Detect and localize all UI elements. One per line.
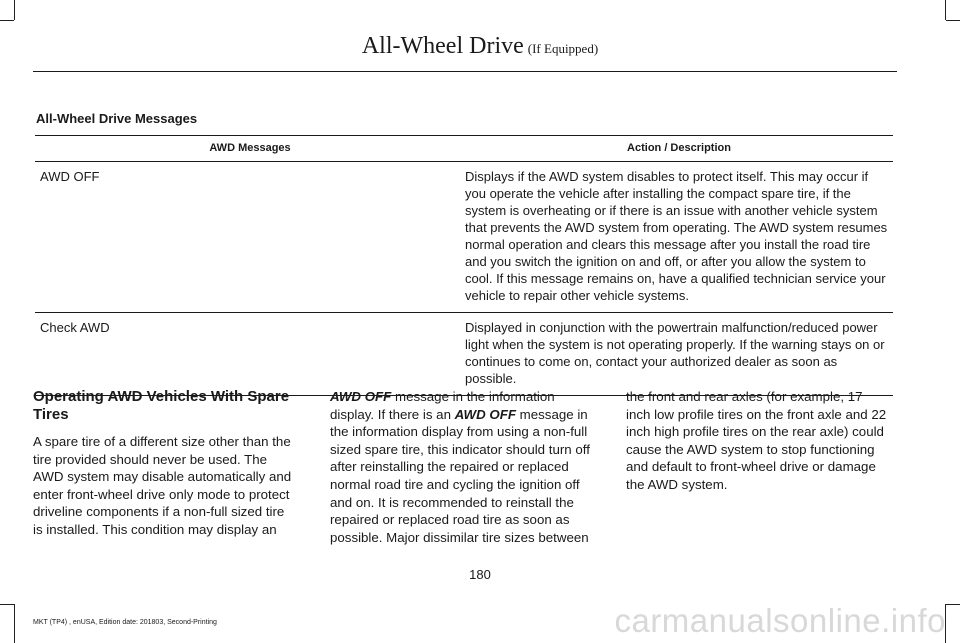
awd-off-term: AWD OFF xyxy=(330,389,392,404)
column-header-messages: AWD Messages xyxy=(35,136,465,162)
body-text: message in the information display. If there is an xyxy=(330,389,555,422)
page-subtitle: (If Equipped) xyxy=(527,41,599,56)
page-number: 180 xyxy=(469,567,491,582)
crop-mark-bottom-left-vertical xyxy=(14,604,15,643)
crop-mark-top-left-horizontal xyxy=(0,20,14,21)
page-title: All-Wheel Drive xyxy=(361,33,524,59)
description-cell: Displays if the AWD system disables to protect itself. This may occur if you operate the vehicle after installing the compact spare tire, if the system is overheating or if there is an issue with another vehicle system that prevents the AWD system from operating. The AWD system resumes normal operation and clears this message after you install the road tire and you switch the ignition on and off, or after you allow the system to cool. If this message remains on, have a qualified technician service your vehicle to repair other vehicle systems. xyxy=(465,162,893,313)
crop-mark-bottom-right-horizontal xyxy=(946,604,960,605)
table-header-row xyxy=(35,136,893,162)
body-column-1 xyxy=(33,388,294,539)
table-row xyxy=(35,313,893,396)
message-cell: Check AWD xyxy=(35,313,465,396)
section-title: All-Wheel Drive Messages xyxy=(36,111,198,126)
crop-mark-top-right-vertical xyxy=(945,0,946,20)
watermark: carmanualsonline.info xyxy=(614,602,946,639)
description-cell: Displayed in conjunction with the powertrain malfunction/reduced power light when the system is not operating properly. If the warning stays on or continues to come on, contact your authorized dealer as soon as possible. xyxy=(465,313,893,396)
subsection-heading: Operating AWD Vehicles With Spare Tires xyxy=(33,388,290,423)
column-header-description: Action / Description xyxy=(465,136,893,162)
awd-messages-table xyxy=(35,135,893,396)
awd-off-term: AWD OFF xyxy=(454,406,516,422)
message-cell: AWD OFF xyxy=(35,162,465,313)
body-text: message in the information display from using a non-full sized spare tire, this indicator should turn off after reinstalling the repaired or replaced normal road tire and cycling the ignition off and on. It is recommended to reinstall the repaired or replaced road tire as soon as possible. Major dissimilar tire sizes between xyxy=(330,406,590,545)
crop-mark-top-left-vertical xyxy=(14,0,15,20)
body-column-3 xyxy=(626,388,887,494)
body-column-2 xyxy=(330,388,591,546)
body-paragraph xyxy=(330,388,591,546)
crop-mark-top-right-horizontal xyxy=(946,20,960,21)
header-rule xyxy=(33,71,897,72)
page-header xyxy=(0,33,960,60)
crop-mark-bottom-left-horizontal xyxy=(0,604,14,605)
edition-footer: MKT (TP4) , enUSA, Edition date: 201803, Second-Printing xyxy=(33,619,217,626)
body-paragraph: the front and rear axles (for example, 17 inch low profile tires on the front axle and 22 inch high profile tires on the rear axle) could cause the AWD system to stop functioning and default to front-wheel drive or damage the AWD system. xyxy=(626,389,887,492)
table-row xyxy=(35,162,893,313)
body-paragraph: A spare tire of a different size other than the tire provided should never be used. The AWD system may disable automatically and enter front-wheel drive only mode to protect driveline components if a non-full sized tire is installed. This condition may display an xyxy=(33,434,292,537)
